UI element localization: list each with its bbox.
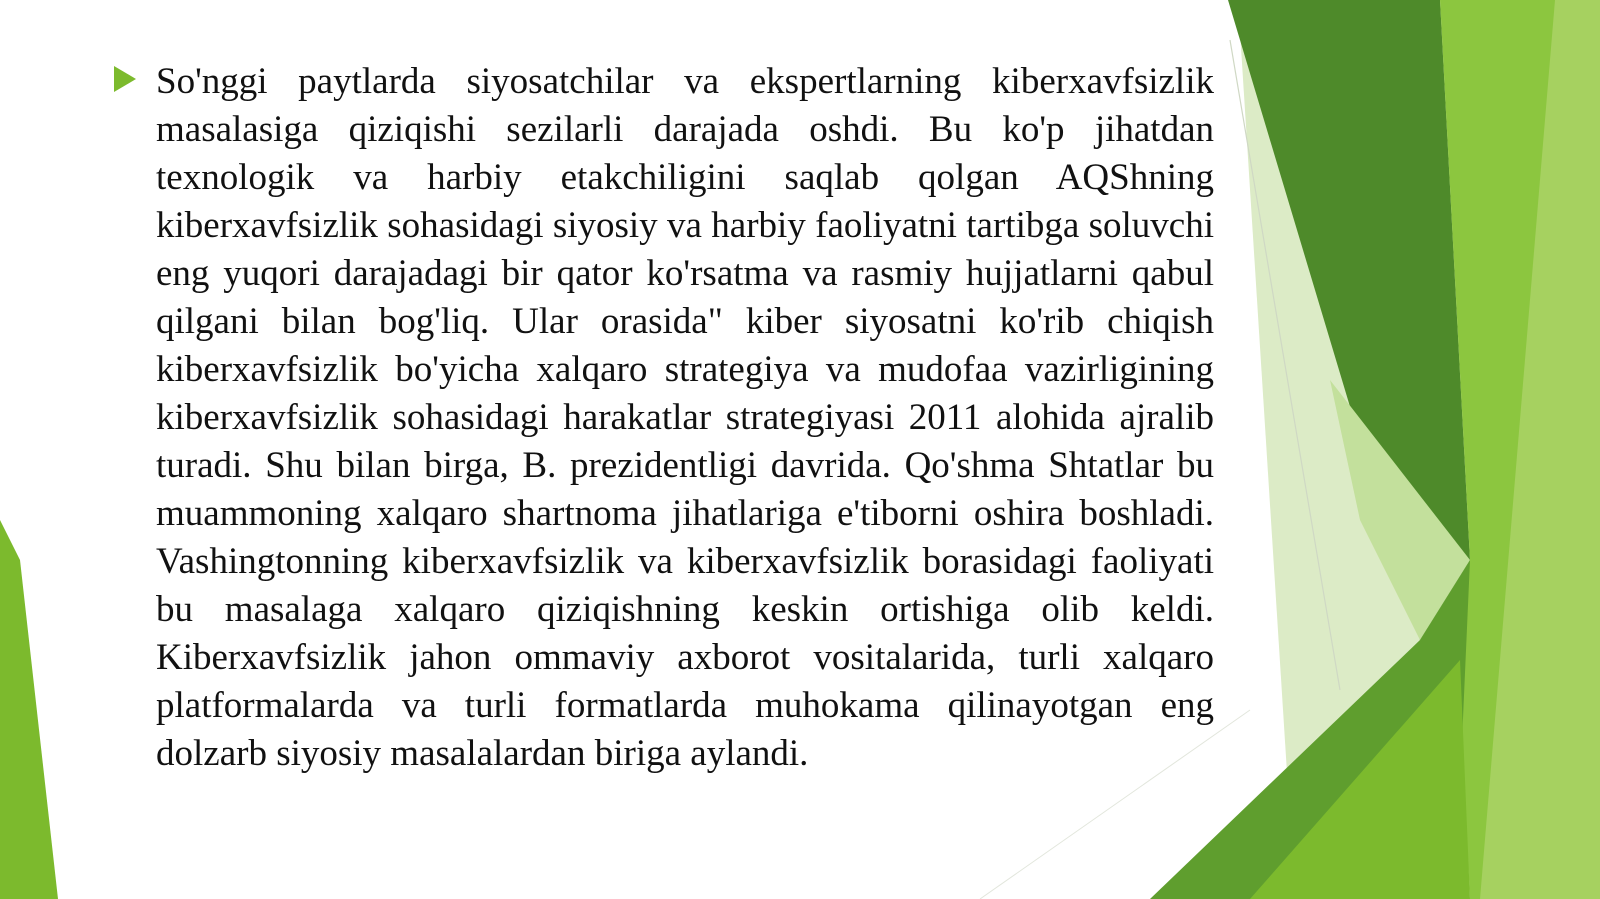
paragraph-text: So'nggi paytlarda siyosatchilar va ekspertlarning kiberxavfsizlik masalasiga qiziqishi sezilarli darajada oshdi. Bu ko'p jihatdan texnologik va harbiy etakchiligini saqlab qolgan AQShning kiberxavfsizlik sohasidagi siyosiy va harbiy faoliyatni tartibga soluvchi eng yuqori darajadagi bir qator ko'rsatma va rasmiy hujjatlarni qabul qilgani bilan bog'liq. Ular orasida" kiber siyosatni ko'rib chiqish kiberxavfsizlik bo'yicha xalqaro strategiya va mudofaa vazirligining kiberxavfsizlik sohasidagi harakatlar strategiyasi 2011 alohida ajralib turadi. Shu bilan birga, B. prezidentligi davrida. Qo'shma Shtatlar bu muammoning xalqaro shartnoma jihatlariga e'tiborni oshira boshladi. Vashingtonning kiberxavfsizlik va kiberxavfsizlik borasidagi faoliyati bu masalaga xalqaro qiziqishning keskin ortishiga olib keldi. Kiberxavfsizlik jahon ommaviy axborot vositalarida, turli xalqaro platformalarda va turli formatlarda muhokama qilinayotgan eng dolzarb siyosiy masalalardan biriga aylandi. <box>156 61 1214 774</box>
bullet-paragraph <box>110 58 1214 778</box>
green-triangle-bullet-icon <box>114 66 136 92</box>
left-green-shape <box>0 520 58 899</box>
slide-content <box>110 58 1214 778</box>
